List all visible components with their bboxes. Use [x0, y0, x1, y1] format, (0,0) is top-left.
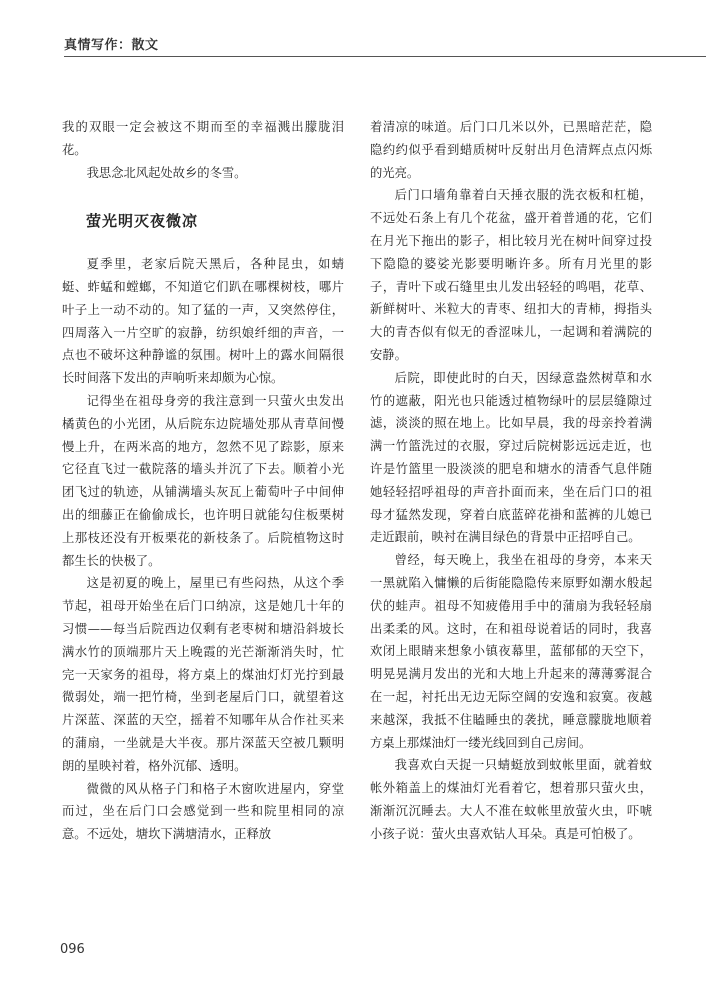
paragraph: 记得坐在祖母身旁的我注意到一只萤火虫发出橘黄色的小光团，从后院东边院墙处那从青草间慢慢上升，在两米高的地方，忽然不见了踪影，原来它径直飞过一截院落的墙头并沉了下去。顺着小光团飞过的轨迹，从铺满墙头灰瓦上葡萄叶子中间伸出的细藤正在偷偷成长，也许明日就能勾住板栗树上那枝还没有开板栗花的新枝条了。后院植物这时都生长的快极了。 — [62, 393, 344, 568]
paragraph: 后院，即使此时的白天，因绿意盎然树草和水竹的遮蔽，阳光也只能透过植物绿叶的层层缝隙过滤，淡淡的照在地上。比如早晨，我的母亲拎着满满一竹篮洗过的衣服，穿过后院树影远远走近，也许是竹篮里一股淡淡的肥皂和塘水的清香气息伴随她轻轻招呼祖母的声音扑面而来，坐在后门口的祖母才猛然发现，穿着白底蓝碎花褂和蓝裤的儿媳已走近跟前，映衬在满目绿色的背景中正招呼自己。 — [370, 370, 652, 545]
section-title: 萤光明灭夜微凉 — [86, 212, 199, 231]
paragraph: 后门口墙角靠着白天捶衣服的洗衣板和杠槌，不远处石条上有几个花盆，盛开着普通的花，它们在月光下拖出的影子，相比较月光在树叶间穿过投下隐隐的婆娑光影要明晰许多。所有月光里的影子，青叶下或石缝里虫儿发出轻轻的鸣唱，花草、新鲜树叶、米粒大的青枣、纽扣大的青柿，拇指头大的青杏似有似无的香涩味儿，一起调和着满院的安静。 — [370, 188, 652, 362]
page-number: 096 — [60, 942, 85, 957]
page-header — [64, 34, 704, 53]
paragraph: 我思念北风起处故乡的冬雪。 — [86, 165, 247, 180]
paragraph: 着清凉的味道。后门口几米以外，已黑暗茫茫，隐隐约约似乎看到蜡质树叶反射出月色清辉点点闪烁的光亮。 — [370, 120, 652, 180]
paragraph: 这是初夏的晚上，屋里已有些闷热，从这个季节起，祖母开始坐在后门口纳凉，这是她几十年的习惯——每当后院西边仅剩有老枣树和塘沿斜坡长满水竹的顶端那片天上晚霞的光芒渐渐消失时，忙完一天家务的祖母，将方桌上的煤油灯灯光拧到最微弱处，端一把竹椅，坐到老屋后门口，就望着这片深蓝、深蓝的天空，摇着不知哪年从合作社买来的蒲扇，一坐就是大半夜。那片深蓝天空被几颗明朗的星映衬着，格外沉郁、透明。 — [62, 576, 344, 773]
paragraph: 曾经，每天晚上，我坐在祖母的身旁，本来天一黑就陷入慵懒的后街能隐隐传来原野如潮水般起伏的蛙声。祖母不知疲倦用手中的蒲扇为我轻轻扇出柔柔的风。这时，在和祖母说着话的同时，我喜欢闭上眼睛来想象小镇夜幕里，蓝郁郁的天空下，明晃晃满月发出的光和大地上升起来的薄薄雾混合在一起，衬托出无边无际空阔的安逸和寂寞。夜越来越深，我抵不住瞌睡虫的袭扰，睡意朦胧地顺着方桌上那煤油灯一缕光线回到自己房间。 — [370, 553, 652, 750]
left-column — [62, 116, 344, 846]
header-divider — [64, 56, 706, 57]
paragraph: 我喜欢白天捉一只蜻蜓放到蚊帐里面，就着蚊帐外箱盖上的煤油灯光看着它，想着那只萤火虫，渐渐沉沉睡去。大人不准在蚊帐里放萤火虫，吓唬小孩子说：萤火虫喜欢钻人耳朵。真是可怕极了。 — [370, 758, 652, 841]
paragraph: 夏季里，老家后院天黑后，各种昆虫，如蜻蜓、蚱蜢和螳螂，不知道它们趴在哪棵树枝，哪片叶子上一动不动的。知了猛的一声，又突然停住，四周落入一片空旷的寂静，纺织娘纤细的声音，一点也不破坏这种静谧的氛围。树叶上的露水间隔很长时间落下发出的声响听来却颇为心惊。 — [62, 257, 344, 386]
paragraph: 微微的风从格子门和格子木窗吹进屋内，穿堂而过，坐在后门口会感觉到一些和院里相同的凉意。不远处，塘坎下满塘清水，正释放 — [62, 781, 344, 842]
paragraph: 我的双眼一定会被这不期而至的幸福溅出朦胧泪花。 — [62, 120, 344, 157]
column-title: 真情写作：散文 — [64, 38, 159, 53]
right-column — [370, 116, 652, 846]
